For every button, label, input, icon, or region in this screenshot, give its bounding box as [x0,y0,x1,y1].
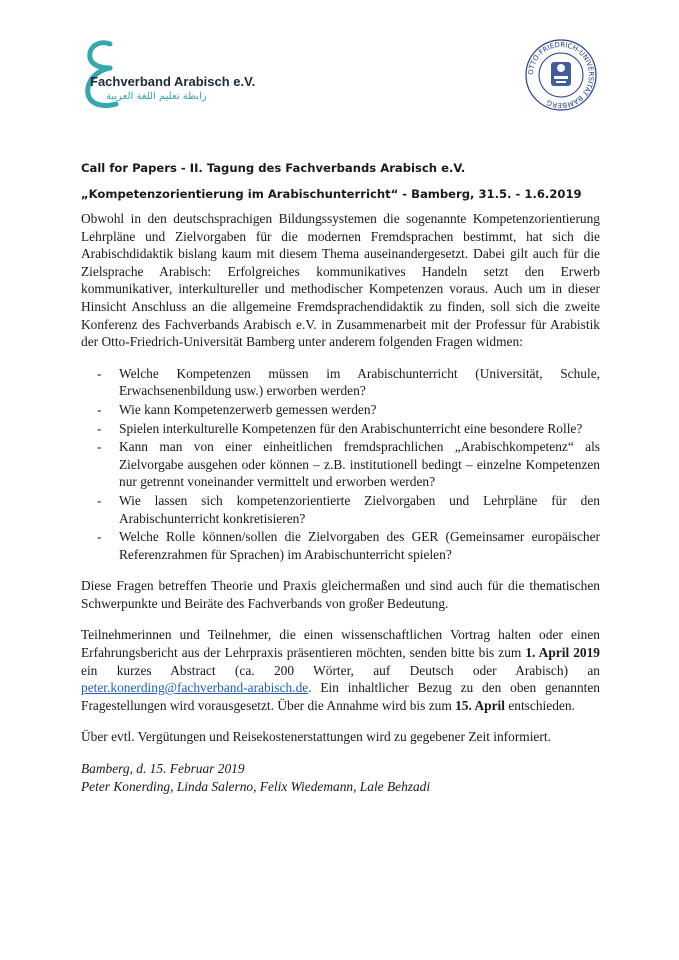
questions-list [81,365,600,564]
list-item: - Welche Kompetenzen müssen im Arabischunterricht (Universität, Schule, Erwachsenenbildung usw.) erworben werden? [97,365,600,399]
association-name: Fachverband Arabisch e.V. [90,74,256,89]
list-item: - Kann man von einer einheitlichen fremdsprachlichen „Arabischkompetenz“ als Zielvorgabe ausgehen oder können – z.B. institutionell bedingt – einzelne Kompetenzen nur getrennt voneinander vermittelt und erworben werden? [97,439,600,490]
university-seal [524,38,598,112]
university-seal-icon [524,38,598,112]
submission-paragraph: Teilnehmerinnen und Teilnehmer, die einen wissenschaftlichen Vortrag halten oder einen Erfahrungsbericht aus der Lehrpraxis präsentieren möchten, senden bitte bis zum 1. April 2019 ein kurzes Abstract (ca. 200 Wörter, auf Deutsch oder Arabisch) an peter.konerding@fachverband-arabisch.de. Ein inhaltlicher Bezug zu den oben genannten Fragestellungen wird vorausgesetzt. Über die Annahme wird bis zum 15. April entschieden. [81,627,600,713]
association-arabic-name: رابطة تعليم اللغة العربية [106,91,207,102]
contact-email-link[interactable]: peter.konerding@fachverband-arabisch.de [81,680,309,696]
relevance-paragraph: Diese Fragen betreffen Theorie und Praxis gleichermaßen und sind auch für die thematischen Schwerpunkte und Beiräte des Fachverbands von großer Bedeutung. [81,578,600,611]
intro-paragraph: Obwohl in den deutschsprachigen Bildungssystemen die sogenannte Kompetenzorientierung Lehrpläne und Zielvorgaben für die modernen Fremdsprachen bestimmt, hat sich die Arabischdidaktik bislang kaum mit diesem Thema auseinandergesetzt. Dabei gilt auch für die Zielsprache Arabisch: Erfolgreiches kommunikatives Handeln setzt den Erwerb kommunikativer, interkultureller und methodischer Kompetenzen voraus. Auch um in dieser Hinsicht Anschluss an die allgemeine Fremdsprachendidaktik zu finden, soll sich die zweite Konferenz des Fachverbands Arabisch e.V. in Zusammenarbeit mit der Professur für Arabistik der Otto-Friedrich-Universität Bamberg unter anderem folgenden Fragen widmen: [81,211,600,350]
bullet-dash: - [97,401,102,417]
bullet-dash: - [97,439,102,455]
seal-text: OTTO-FRIEDRICH-UNIVERSITÄT BAMBERG [526,40,596,110]
conference-title-heading: „Kompetenzorientierung im Arabischunterricht“ - Bamberg, 31.5. - 1.6.2019 [81,187,582,201]
call-for-papers-heading: Call for Papers - II. Tagung des Fachverbands Arabisch e.V. [81,161,466,175]
list-item: - Wie kann Kompetenzerwerb gemessen werden? [97,401,377,417]
bullet-dash: - [97,492,102,508]
bullet-dash: - [97,365,102,381]
deadline-date: 1. April 2019 [525,645,600,661]
list-item: - Wie lassen sich kompetenzorientierte Zielvorgaben und Lehrpläne für den Arabischunterricht konkretisieren? [97,492,600,526]
list-item: - Welche Rolle können/sollen die Zielvorgaben des GER (Gemeinsamer europäischer Referenzrahmen für Sprachen) im Arabischunterricht spielen? [97,529,600,562]
document-body [81,160,600,795]
place-date: Bamberg, d. 15. Februar 2019 [81,761,245,777]
fachverband-logo [80,38,260,110]
bullet-dash: - [97,420,102,436]
signatories: Peter Konerding, Linda Salerno, Felix Wiedemann, Lale Behzadi [81,778,431,794]
list-item: - Spielen interkulturelle Kompetenzen für den Arabischunterricht eine besondere Rolle? [97,420,583,436]
decision-date: 15. April [455,697,505,713]
compensation-paragraph: Über evtl. Vergütungen und Reisekostenerstattungen wird zu gegebener Zeit informiert. [81,729,551,745]
bullet-dash: - [97,529,102,545]
